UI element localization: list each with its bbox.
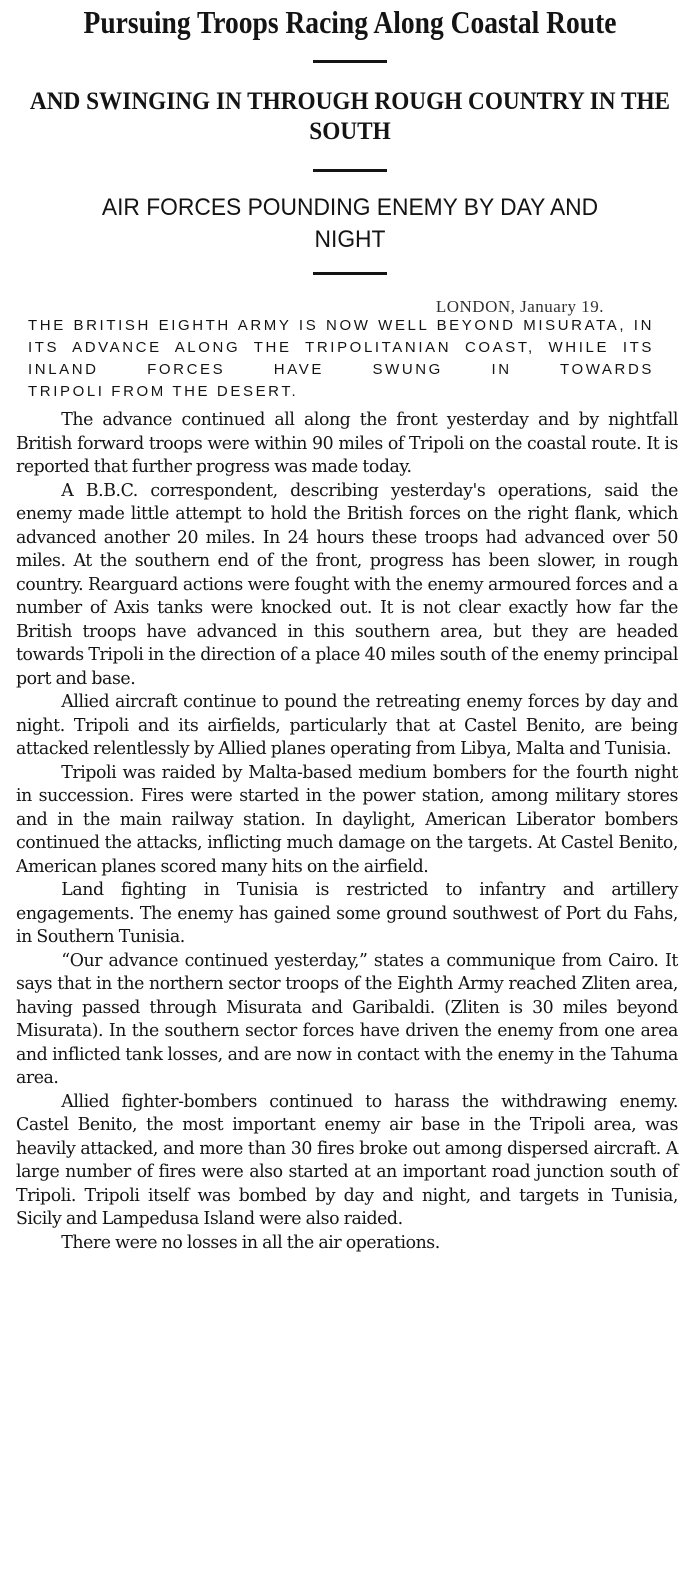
article-paragraph: Land fighting in Tunisia is restricted to infantry and artillery engagements. The enemy has gained some ground southwest of Port du Fahs, in Southern Tunisia. — [16, 880, 678, 947]
tertiary-headline: AIR FORCES POUNDING ENEMY BY DAY AND NIGHT — [101, 194, 599, 253]
headline-divider — [313, 169, 387, 172]
article-body — [0, 409, 700, 1255]
secondary-headline: AND SWINGING IN THROUGH ROUGH COUNTRY IN THE SOUTH — [29, 88, 671, 145]
lede-text: THE BRITISH EIGHTH ARMY IS NOW WELL BEYOND MISURATA, IN ITS ADVANCE ALONG THE TRIPOLITANIAN COAST, WHILE ITS INLAND FORCES HAVE SWUNG IN TOWARDS — [28, 317, 654, 378]
article-paragraph: “Our advance continued yesterday,” states a communique from Cairo. It says that in the northern sector troops of the Eighth Army reached Zliten area, having passed through Misurata and Garibaldi. (Zliten is 30 miles beyond Misurata). In the southern sector forces have driven the enemy from one area and inflicted tank losses, and are now in contact with the enemy in the Tahuma area. — [16, 950, 678, 1088]
headline-divider — [313, 60, 387, 63]
primary-headline: Pursuing Troops Racing Along Coastal Route — [83, 4, 617, 40]
article-paragraph: Allied aircraft continue to pound the retreating enemy forces by day and night. Tripoli and its airfields, particularly that at Castel Benito, are being attacked relentlessly by Allied planes operating from Libya, Malta and Tunisia. — [16, 692, 678, 759]
article-paragraph: Allied fighter-bombers continued to harass the withdrawing enemy. Castel Benito, the most important enemy air base in the Tripoli area, was heavily attacked, and more than 30 fires broke out among dispersed aircraft. A large number of fires were also started at an important road junction south of Tripoli. Tripoli itself was bombed by day and night, and targets in Tunisia, Sicily and Lampedusa Island were also raided. — [16, 1091, 678, 1229]
article-paragraph: A B.B.C. correspondent, describing yesterday's operations, said the enemy made little attempt to hold the British forces on the right flank, which advanced another 20 miles. In 24 hours these troops had advanced over 50 miles. At the southern end of the front, progress has been slower, in rough country. Rearguard actions were fought with the enemy armoured forces and a number of Axis tanks were knocked out. It is not clear exactly how far the British troops have advanced in this southern area, but they are headed towards Tripoli in the direction of a place 40 miles south of the enemy principal port and base. — [16, 480, 678, 689]
dateline: LONDON, January 19. — [435, 297, 604, 316]
article-paragraph: Tripoli was raided by Malta-based medium bombers for the fourth night in succession. Fires were started in the power station, among military stores and in the main railway station. In daylight, American Liberator bombers continued the attacks, inflicting much damage on the targets. At Castel Benito, American planes scored many hits on the airfield. — [16, 762, 678, 877]
lede-text-last-line: TRIPOLI FROM THE DESERT. — [28, 383, 299, 400]
lede-paragraph — [28, 315, 654, 403]
article-paragraph: The advance continued all along the front yesterday and by nightfall British forward troops were within 90 miles of Tripoli on the coastal route. It is reported that further progress was made today. — [16, 410, 678, 477]
headline-divider — [313, 272, 387, 275]
article-paragraph: There were no losses in all the air operations. — [61, 1232, 440, 1253]
